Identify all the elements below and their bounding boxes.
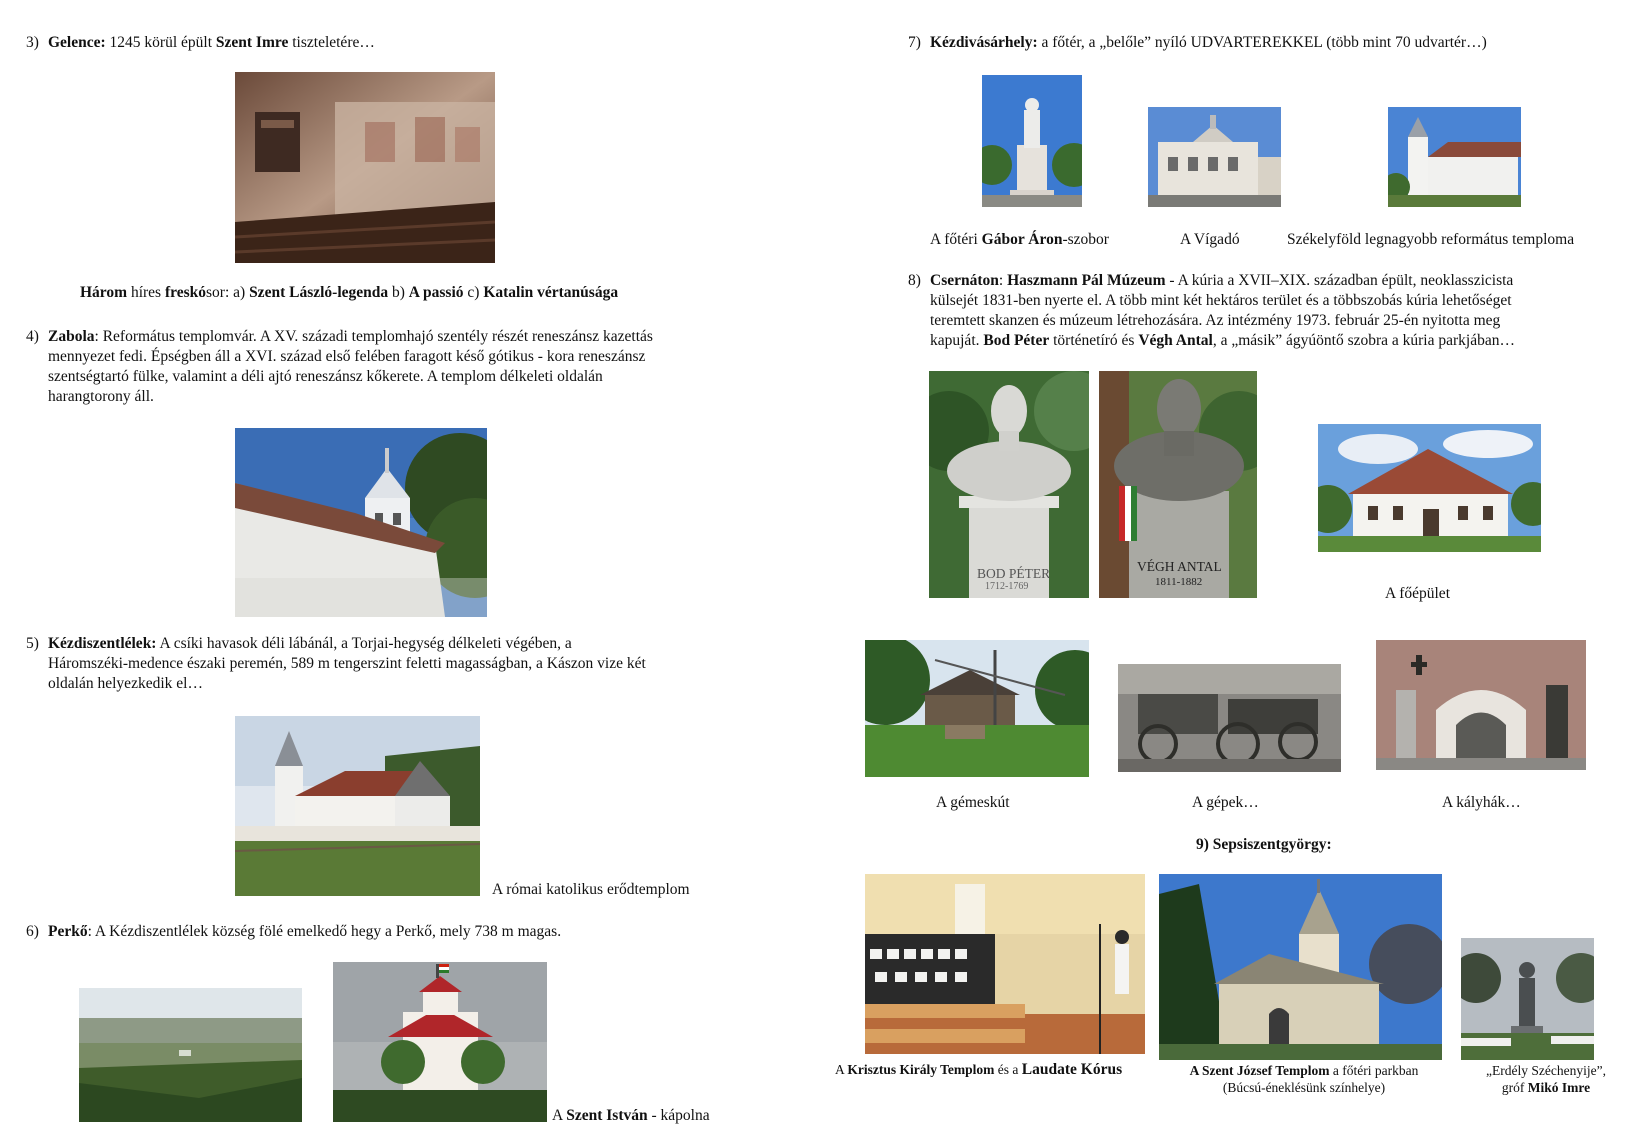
section-text: Gelence: 1245 körül épült Szent Imre tiszteletére… xyxy=(48,34,375,51)
town-hall-photo xyxy=(1148,107,1281,207)
section-text: Zabola: Református templomvár. A XV. századi templomhajó szentély részét reneszánsz kazettás mennyezet fedi. Épségben áll a XVI. század első felében faragott késő gótikus - kora reneszánsz szentségtartó fülke, valamint a déli ajtó reneszánsz kőkerete. A templom délkeleti oldalán harangtorony áll. xyxy=(48,328,653,405)
section-text: Csernáton: Haszmann Pál Múzeum - A kúria a XVII–XIX. században épült, neoklasszicista külsejét 1831-ben nyerte el. A több mint két hektáros terület és a többszobás kúria lehetőséget teremtett skanzen és múzeum létrehozására. Az intézmény 1973. február 25-én nyitotta meg kapuját. Bod Péter történetíró és Végh Antal, a „másik” ágyúöntő szobra a kúria parkjában… xyxy=(930,272,1515,349)
bust-label: VÉGH ANTAL xyxy=(1137,559,1222,574)
catholic-church-caption: A római katolikus erődtemplom xyxy=(492,881,690,898)
section-number: 5) xyxy=(26,635,39,652)
section-number: 7) xyxy=(908,34,921,51)
statue-caption: A főtéri Gábor Áron-szobor xyxy=(930,231,1109,248)
church-photo xyxy=(1159,874,1442,1060)
choir-photo xyxy=(865,874,1145,1054)
fortified-church-tower-photo xyxy=(235,428,487,617)
section-9-title: 9) Sepsiszentgyörgy: xyxy=(1196,836,1332,853)
section-number: 8) xyxy=(908,272,921,289)
stoves-photo xyxy=(1376,640,1586,770)
miko-statue-caption: „Erdély Széchenyije”, gróf Mikó Imre xyxy=(1486,1063,1606,1095)
church-interior-fresco-photo xyxy=(235,72,495,263)
reformed-church-photo xyxy=(1388,107,1521,207)
machines-caption: A gépek… xyxy=(1192,794,1259,811)
stoves-caption: A kályhák… xyxy=(1442,794,1521,811)
bust-statue-photo xyxy=(929,371,1089,598)
section-number: 6) xyxy=(26,923,39,940)
valley-panorama-photo xyxy=(79,988,302,1122)
statue-photo xyxy=(982,75,1082,207)
section-number: 3) xyxy=(26,34,39,51)
section-text: Kézdiszentlélek: A csíki havasok déli lábánál, a Torjai-hegység délkeleti végében, a Háromszéki-medence északi peremén, 589 m tengerszint feletti magasságban, a Kászon vize két oldalán helyezkedik el… xyxy=(48,635,646,692)
well-caption: A gémeskút xyxy=(936,794,1010,811)
statue-park-photo xyxy=(1461,938,1594,1060)
section-text: Kézdivásárhely: a főtér, a „belőle” nyíló UDVARTEREKKEL (több mint 70 udvartér…) xyxy=(930,34,1487,51)
choir-caption: A Krisztus Király Templom és a Laudate Kórus xyxy=(835,1061,1123,1078)
church-caption: A Szent József Templom a főtéri parkban (Búcsú-éneklésünk színhelye) xyxy=(1189,1063,1419,1095)
bust-statue-photo xyxy=(1099,371,1257,598)
machines-photo xyxy=(1118,664,1341,772)
bust-years: 1811-1882 xyxy=(1155,576,1203,588)
section-text: Perkő: A Kézdiszentlélek község fölé emelkedő hegy a Perkő, mely 738 m magas. xyxy=(48,923,562,940)
catholic-fortress-church-photo xyxy=(235,716,480,896)
section-number: 4) xyxy=(26,328,39,345)
chapel-caption: A Szent István - kápolna xyxy=(552,1107,710,1124)
hilltop-chapel-photo xyxy=(333,962,547,1122)
frescoes-caption: Három híres freskósor: a) Szent László-legenda b) A passió c) Katalin vértanúsága xyxy=(80,284,619,301)
well-photo xyxy=(865,640,1089,777)
manor-caption: A főépület xyxy=(1385,585,1450,602)
bust-label: BOD PÉTER xyxy=(977,566,1051,581)
manor-house-photo xyxy=(1318,424,1541,552)
vigado-caption: A Vígadó xyxy=(1180,231,1240,248)
bust-years: 1712-1769 xyxy=(985,581,1029,592)
reformed-church-caption: Székelyföld legnagyobb református temploma xyxy=(1287,231,1575,248)
